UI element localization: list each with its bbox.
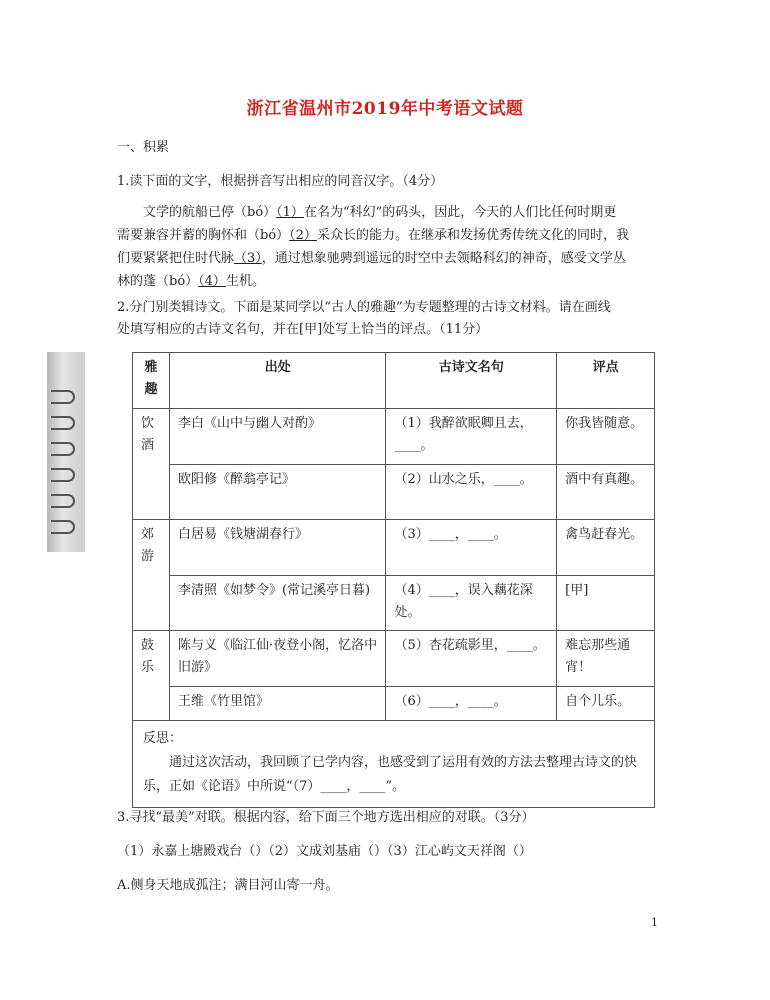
table-row <box>133 465 655 520</box>
group-label: 鼓乐 <box>133 631 170 721</box>
binder-ring-icon <box>51 390 75 404</box>
row-source: 王维《竹里馆》 <box>169 687 386 721</box>
question-1-passage: 文学的航船已停（bó）（1）在名为“科幻”的码头，因此，今天的人们比任何时期更 需要兼容并蓄的胸怀和（bó）（2）采众长的能力。在继承和发扬优秀传统文化的同时，我 们要紧紧把住时代脉（3），通过想象驰骋到遥远的时空中去领略科幻的神奇，感受文学丛 林的蓬（bó）（4）生机。 <box>117 205 629 289</box>
header-source: 出处 <box>169 353 386 409</box>
binder-ring-icon <box>51 494 75 508</box>
row-source: 李清照《如梦令》(常记溪亭日暮) <box>169 576 386 631</box>
binder-ring-icon <box>51 442 75 456</box>
question-3-prompt: 3.寻找“最美”对联。根据内容，给下面三个地方选出相应的对联。（3分） <box>117 810 535 825</box>
row-quote: （3）____，____。 <box>386 520 557 576</box>
blank-4: （4） <box>198 274 226 289</box>
row-quote: （2）山水之乐，____。 <box>386 465 557 520</box>
group-label: 饮酒 <box>133 409 170 520</box>
row-quote: （5）杏花疏影里，____。 <box>386 631 557 687</box>
question-2-prompt-line2: 处填写相应的古诗文名句，并在[甲]处写上恰当的评点。（11分） <box>117 322 489 337</box>
row-comment: [甲] <box>557 576 655 631</box>
header-category: 雅趣 <box>133 353 170 409</box>
row-quote: （4）____，误入藕花深处。 <box>386 576 557 631</box>
row-quote: （1）我醉欲眠卿且去，____。 <box>386 409 557 465</box>
reflection-text: 通过这次活动，我回顾了已学内容，也感受到了运用有效的方法去整理古诗文的快乐，正如《论语》中所说“（7）____，____”。 <box>143 755 638 794</box>
reflection-row <box>133 721 655 808</box>
table-row <box>133 687 655 721</box>
row-quote: （6）____，____。 <box>386 687 557 721</box>
blank-1: （1） <box>276 205 304 220</box>
question-1-prompt: 1.读下面的文字，根据拼音写出相应的同音汉字。（4分） <box>117 174 444 189</box>
table-row <box>133 576 655 631</box>
page-number: 1 <box>651 916 658 929</box>
row-comment: 难忘那些通宵！ <box>557 631 655 687</box>
row-source: 陈与义《临江仙·夜登小阁，忆洛中旧游》 <box>169 631 386 687</box>
row-comment: 自个儿乐。 <box>557 687 655 721</box>
row-source: 欧阳修《醉翁亭记》 <box>169 465 386 520</box>
table-row <box>133 520 655 576</box>
poetry-table <box>132 352 655 808</box>
blank-3: （3） <box>234 251 262 266</box>
section-heading: 一、积累 <box>117 140 170 155</box>
table-row <box>133 409 655 465</box>
header-quote: 古诗文名句 <box>386 353 557 409</box>
reflection-label: 反思： <box>143 731 183 746</box>
table-header-row <box>133 353 655 409</box>
page-title: 浙江省温州市2019年中考语文试题 <box>246 99 524 119</box>
group-label: 郊游 <box>133 520 170 631</box>
row-comment: 酒中有真趣。 <box>557 465 655 520</box>
table-row <box>133 631 655 687</box>
question-3-places: （1）永嘉上塘殿戏台（）（2）文成刘基庙（）（3）江心屿文天祥阁（） <box>117 844 532 859</box>
row-comment: 禽鸟赶春光。 <box>557 520 655 576</box>
option-a: A.侧身天地成孤注；满目河山寄一舟。 <box>117 878 339 893</box>
blank-2: （2） <box>289 228 317 243</box>
binder-ring-icon <box>51 520 75 534</box>
row-source: 李白《山中与幽人对酌》 <box>169 409 386 465</box>
row-comment: 你我皆随意。 <box>557 409 655 465</box>
header-comment: 评点 <box>557 353 655 409</box>
binder-ring-icon <box>51 416 75 430</box>
question-2-prompt-line1: 2.分门别类辑诗文。下面是某同学以“古人的雅趣”为专题整理的古诗文材料。请在画线 <box>117 300 611 315</box>
row-source: 白居易《钱塘湖春行》 <box>169 520 386 576</box>
binder-ring-icon <box>51 468 75 482</box>
notebook-image <box>47 352 85 552</box>
